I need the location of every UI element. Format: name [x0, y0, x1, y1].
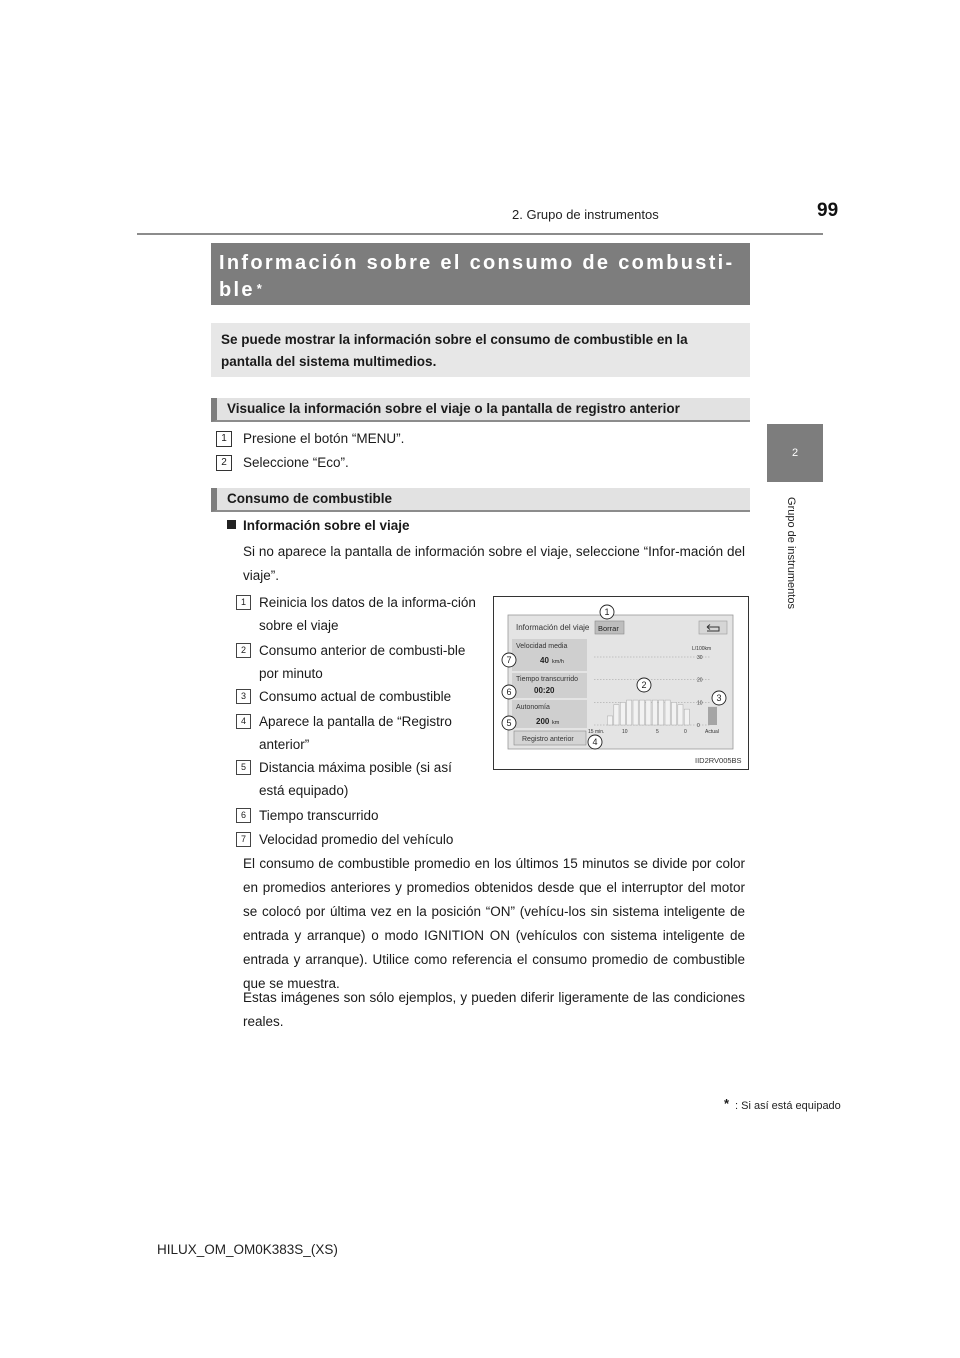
y-tick-0: 0 — [697, 723, 700, 729]
subheading — [227, 518, 410, 533]
range-value: 200 — [536, 717, 550, 726]
callout-number-3: 3 — [716, 693, 722, 704]
paragraph-2: El consumo de combustible promedio en los últimos 15 minutos se divide por color en promedios anteriores y promedios obtenidos desde que el interruptor del motor se colocó por última vez en la posición “ON” (vehícu-los sin sistema inteligente de entrada y arranque) o modo IGNITION ON (vehículos con sistema inteligente de entrada y arranque). Utilice como referencia el consumo promedio de combustible que se muestra. — [243, 856, 745, 991]
figure-code: IID2RV005BS — [695, 756, 742, 765]
clear-button-label: Borrar — [598, 624, 619, 633]
legend-number-4: 4 — [236, 714, 251, 729]
step-number-2: 2 — [216, 455, 232, 471]
footnote-text: : Si así está equipado — [735, 1100, 841, 1112]
figure-frame — [493, 596, 749, 770]
section-title — [211, 243, 750, 305]
history-bar — [646, 700, 651, 725]
unit-label: L/100km — [692, 646, 712, 652]
step-text-1: Presione el botón “MENU”. — [243, 431, 405, 446]
history-bar — [607, 716, 612, 725]
actual-label: Actual — [705, 729, 719, 735]
subheading-text: Información sobre el viaje — [243, 518, 410, 533]
legend-number-6: 6 — [236, 808, 251, 823]
screen-title: Información del viaje — [516, 623, 590, 632]
section-title-line1: Información sobre el consumo de combusti- — [219, 252, 735, 274]
history-bar — [659, 700, 664, 725]
trip-info-screen — [494, 597, 748, 769]
callout-number-6: 6 — [506, 687, 512, 698]
chapter-tab-label: Grupo de instrumentos — [785, 497, 797, 609]
history-bar — [627, 700, 632, 725]
range-label: Autonomía — [516, 704, 550, 711]
legend-number-3: 3 — [236, 689, 251, 704]
callout-number-2: 2 — [641, 680, 647, 691]
callout-number-4: 4 — [592, 737, 598, 748]
legend-number-1: 1 — [236, 595, 251, 610]
elapsed-label: Tiempo transcurrido — [516, 676, 578, 683]
y-tick-10: 10 — [697, 700, 703, 707]
intro-box: Se puede mostrar la información sobre el consumo de combustible en la pantalla del sistema multimedios. — [211, 323, 750, 377]
history-bar — [639, 700, 644, 725]
chapter-tab: 2 — [767, 424, 823, 482]
history-bar — [652, 700, 657, 725]
section1-heading: Visualice la información sobre el viaje o la pantalla de registro anterior — [211, 398, 750, 422]
asterisk-mark: * — [256, 281, 265, 296]
paragraph-1: Si no aparece la pantalla de información sobre el viaje, seleccione “Infor-mación del viaje”. — [243, 544, 745, 583]
x-tick: 15 min. — [588, 729, 605, 735]
avg-speed-label: Velocidad media — [516, 643, 568, 650]
history-bar — [665, 700, 670, 725]
avg-speed-value: 40 — [540, 656, 549, 665]
legend-text-7: Velocidad promedio del vehículo — [259, 832, 454, 847]
step-text-2: Seleccione “Eco”. — [243, 455, 349, 470]
legend-text-1: Reinicia los datos de la informa-ción sobre el viaje — [259, 595, 476, 633]
model-code: HILUX_OM_OM0K383S_(XS) — [157, 1242, 338, 1257]
footnote-asterisk: * — [724, 1096, 730, 1111]
elapsed-value: 00:20 — [534, 686, 555, 695]
y-tick-30: 30 — [697, 655, 703, 661]
callout-number-5: 5 — [506, 718, 512, 729]
history-bar — [678, 705, 683, 725]
bullet-square-icon — [227, 520, 236, 529]
section-title-line2: ble — [219, 279, 255, 301]
history-bar — [671, 702, 676, 725]
callout-number-7: 7 — [506, 655, 512, 666]
legend-number-2: 2 — [236, 643, 251, 658]
x-tick: 0 — [684, 729, 687, 735]
history-button-label: Registro anterior — [522, 736, 574, 743]
page-number: 99 — [817, 200, 839, 221]
paragraph-3: Estas imágenes son sólo ejemplos, y pueden diferir ligeramente de las condiciones reales. — [243, 990, 745, 1029]
legend-number-7: 7 — [236, 832, 251, 847]
x-tick: 5 — [656, 729, 659, 735]
callout-number-1: 1 — [604, 607, 610, 618]
legend-text-2: Consumo anterior de combusti-ble por minuto — [259, 643, 466, 681]
history-bar — [620, 702, 625, 725]
range-unit: km — [552, 720, 560, 726]
step-number-1: 1 — [216, 431, 232, 447]
header-rule — [137, 233, 823, 235]
avg-speed-unit: km/h — [552, 659, 564, 665]
history-bar — [684, 709, 689, 725]
legend-text-5: Distancia máxima posible (si así está equipado) — [259, 760, 452, 798]
legend-text-3: Consumo actual de combustible — [259, 689, 452, 704]
legend-number-5: 5 — [236, 760, 251, 775]
history-bar — [614, 705, 619, 725]
running-header-section: 2. Grupo de instrumentos — [512, 207, 659, 222]
y-tick-20: 20 — [697, 677, 703, 684]
section2-heading: Consumo de combustible — [211, 488, 750, 512]
legend-text-6: Tiempo transcurrido — [259, 808, 379, 823]
history-bar — [633, 700, 638, 725]
legend-text-4: Aparece la pantalla de “Registro anterior” — [259, 714, 452, 752]
x-tick: 10 — [622, 729, 628, 735]
actual-bar — [708, 707, 717, 725]
